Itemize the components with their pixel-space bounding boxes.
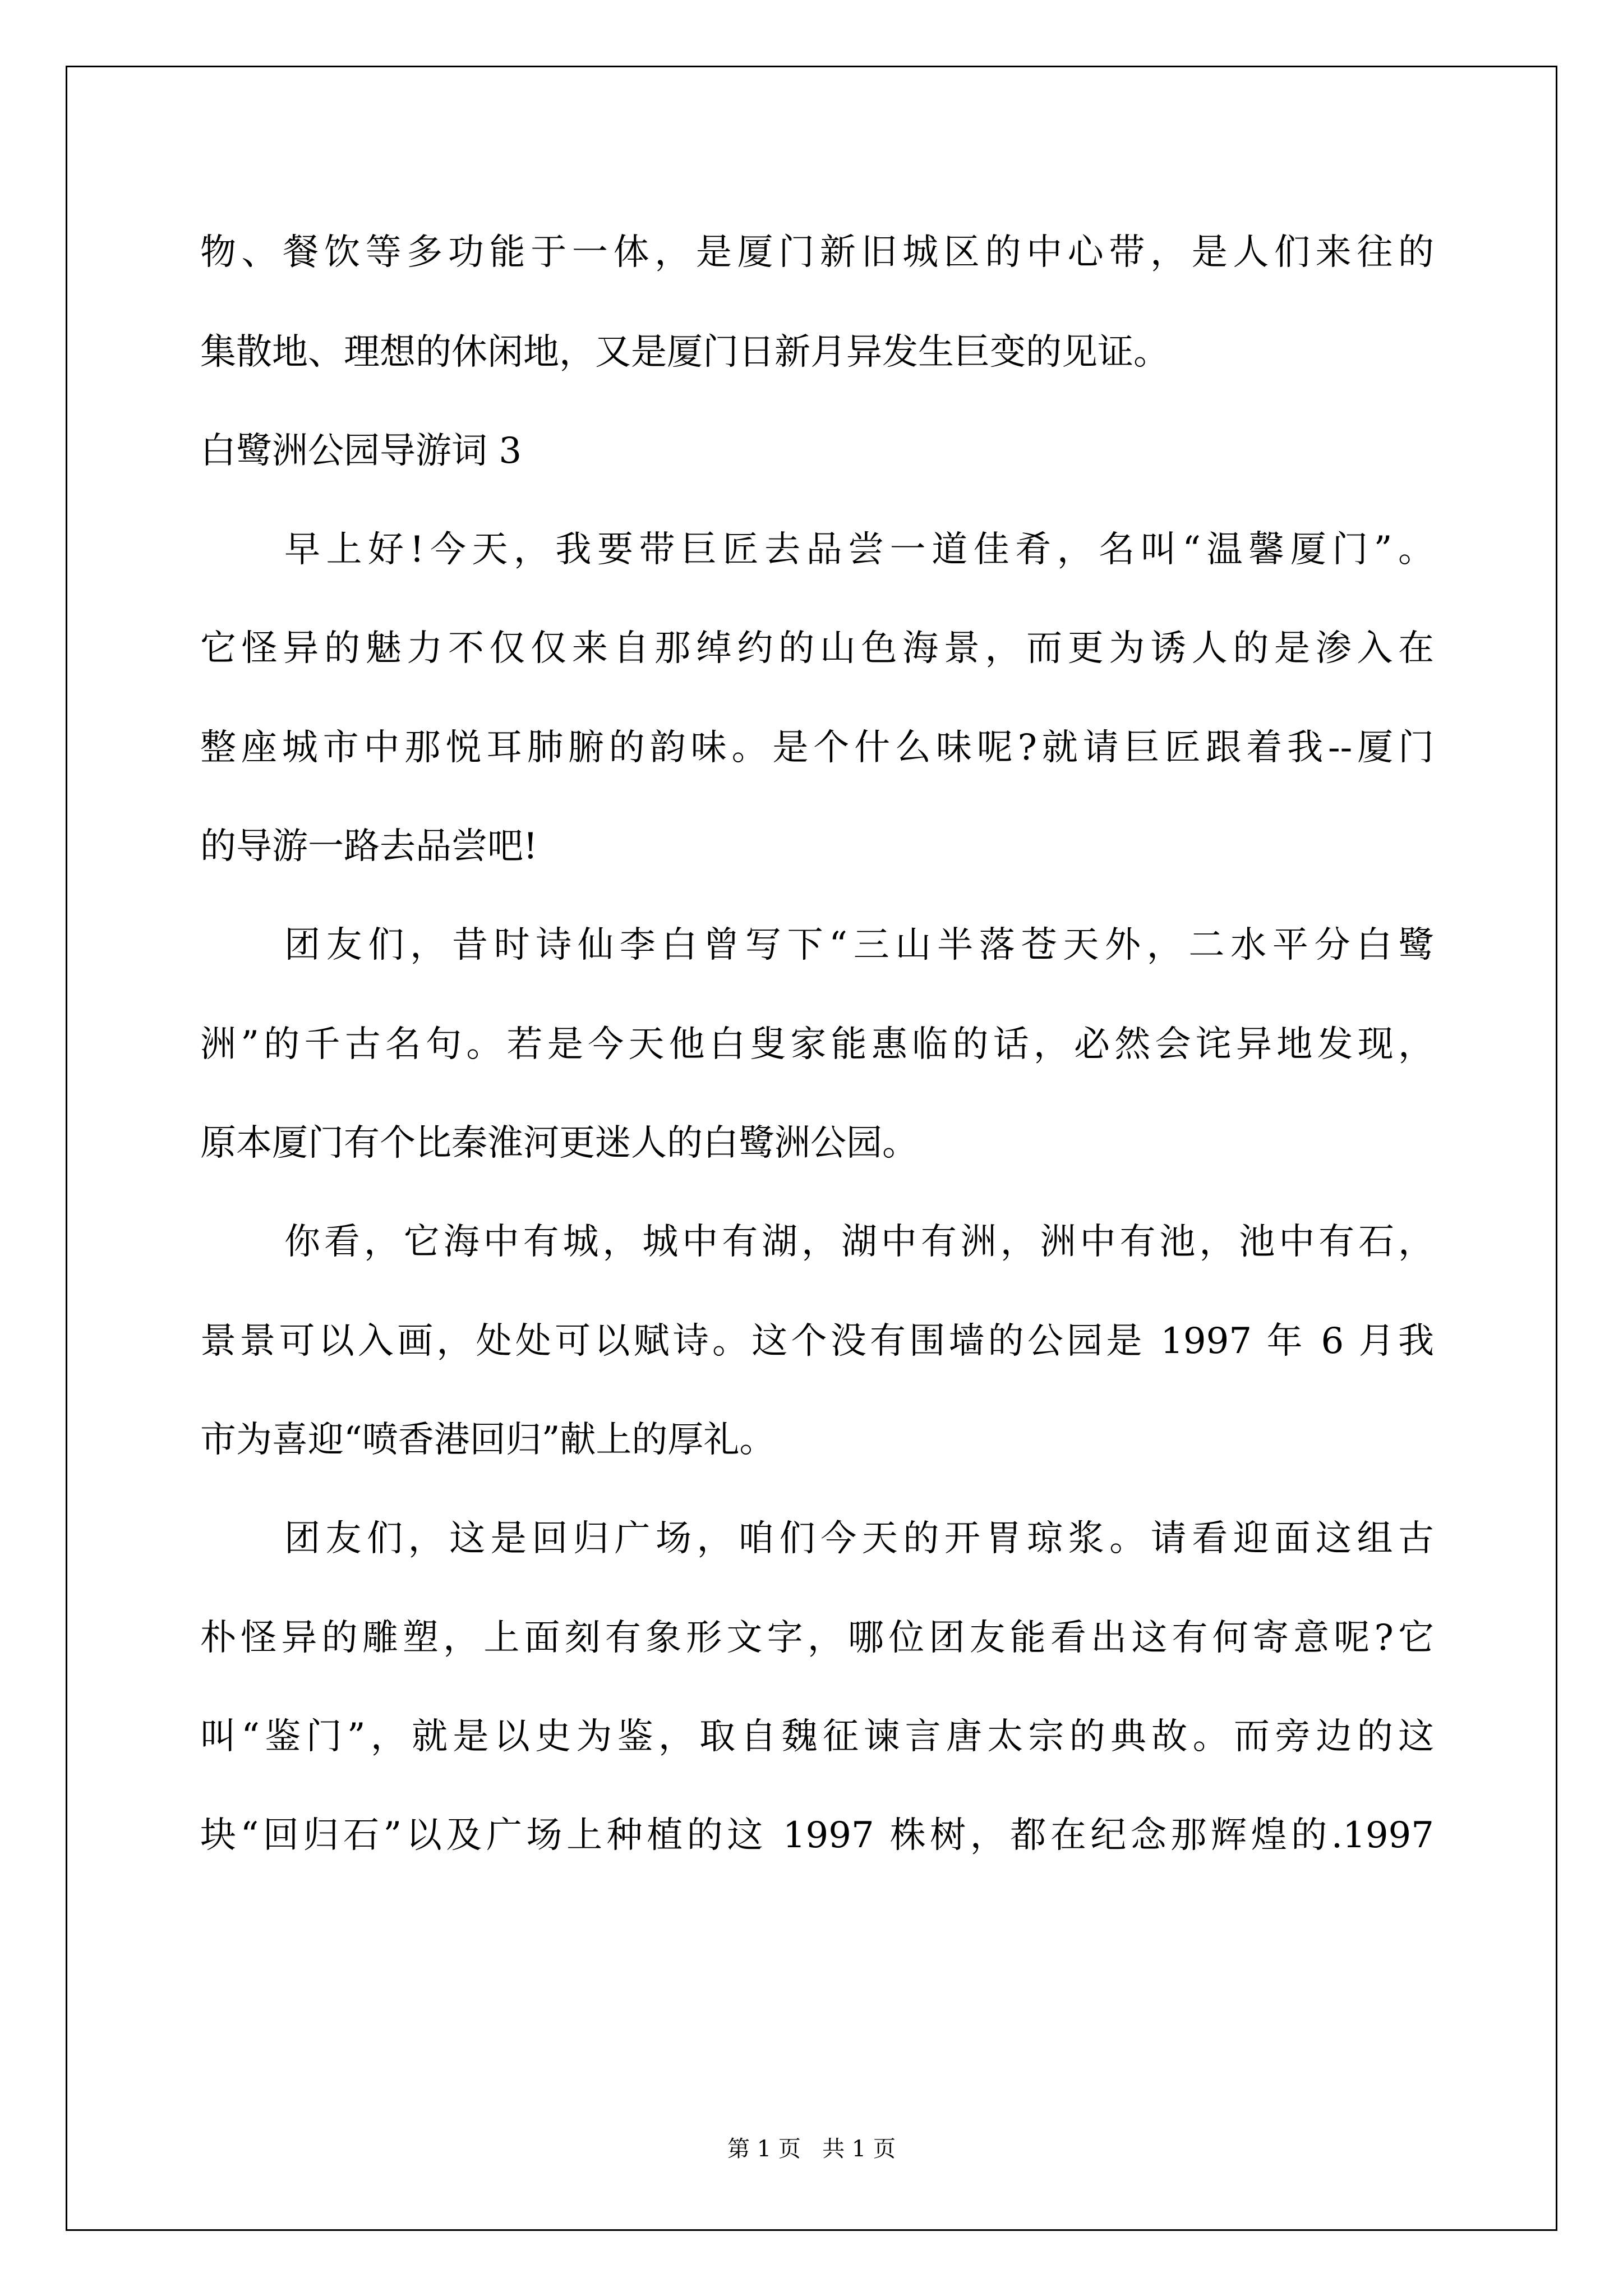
text-line: 早上好!今天，我要带巨匠去品尝一道佳肴，名叫“温馨厦门”。 (284, 529, 1434, 570)
text-line: 叫“鉴门”，就是以史为鉴，取自魏征谏言唐太宗的典故。而旁边的这 (200, 1716, 1434, 1757)
text-line: 的导游一路去品尝吧! (200, 826, 538, 867)
text-line: 团友们，这是回归广场，咱们今天的开胃琼浆。请看迎面这组古 (284, 1518, 1434, 1559)
text-line: 原本厦门有个比秦淮河更迷人的白鹭洲公园。 (200, 1122, 918, 1164)
text-line: 景景可以入画，处处可以赋诗。这个没有围墙的公园是 1997 年 6 月我 (200, 1320, 1434, 1362)
text-line: 团友们，昔时诗仙李白曾写下“三山半落苍天外，二水平分白鹭 (284, 924, 1434, 966)
text-line: 市为喜迎“喷香港回归”献上的厚礼。 (200, 1419, 776, 1461)
text-line: 整座城市中那悦耳肺腑的韵味。是个什么味呢?就请巨匠跟着我--厦门 (200, 727, 1434, 769)
section-heading: 白鹭洲公园导游词 3 (200, 430, 522, 472)
text-line: 块“回归石”以及广场上种植的这 1997 株树，都在纪念那辉煌的.1997 (200, 1815, 1434, 1856)
text-line: 集散地、理想的休闲地，又是厦门日新月异发生巨变的见证。 (200, 332, 1169, 373)
text-line: 朴怪异的雕塑，上面刻有象形文字，哪位团友能看出这有何寄意呢?它 (200, 1617, 1434, 1659)
text-line: 物、餐饮等多功能于一体，是厦门新旧城区的中心带，是人们来往的 (200, 232, 1434, 273)
text-line: 洲”的千古名句。若是今天他白叟家能惠临的话，必然会诧异地发现， (200, 1024, 1434, 1065)
text-line: 它怪异的魅力不仅仅来自那绰约的山色海景，而更为诱人的是渗入在 (200, 628, 1434, 669)
page-footer: 第 1 页 共 1 页 (727, 2136, 896, 2162)
text-line: 你看，它海中有城，城中有湖，湖中有洲，洲中有池，池中有石， (284, 1221, 1434, 1263)
